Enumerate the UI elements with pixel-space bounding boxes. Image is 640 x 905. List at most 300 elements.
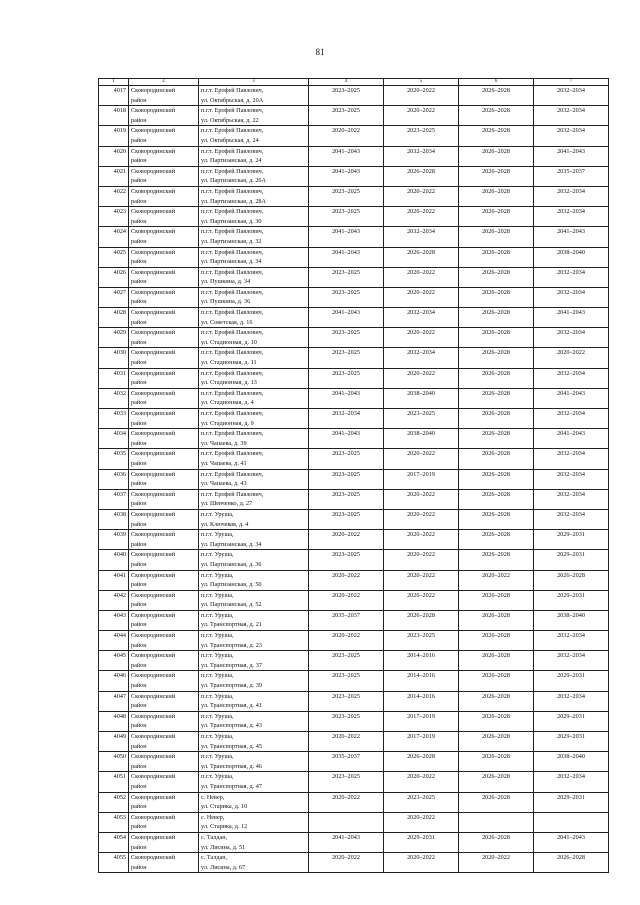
period-col4-cell: 2023–2025: [309, 469, 384, 489]
period-col4-cell: 2023–2025: [309, 186, 384, 206]
address-cell: с. Талдан, ул. Лисина, д. 51: [199, 832, 309, 852]
district-cell: Сковородинский район: [129, 711, 199, 731]
address-cell: п.г.т. Уруша, ул. Транспортная, д. 23: [199, 631, 309, 651]
period-col4-cell: 2023–2025: [309, 368, 384, 388]
row-number-cell: 4042: [99, 590, 129, 610]
address-cell: п.г.т. Уруша, ул. Транспортная, д. 37: [199, 651, 309, 671]
column-header: 5: [384, 79, 459, 86]
table-row: [99, 631, 609, 651]
table-row: [99, 732, 609, 752]
period-col4-cell: [309, 812, 384, 832]
period-col6-cell: 2026–2028: [459, 86, 534, 106]
table-row: [99, 651, 609, 671]
period-col5-cell: 2032–2034: [384, 146, 459, 166]
table-row: [99, 610, 609, 630]
row-number-cell: 4037: [99, 489, 129, 509]
row-number-cell: 4027: [99, 287, 129, 307]
row-number-cell: 4032: [99, 388, 129, 408]
period-col4-cell: 2041–2043: [309, 247, 384, 267]
address-cell: п.г.т. Ерофей Павлович, ул. Партизанская, д. 30: [199, 207, 309, 227]
period-col6-cell: 2026–2028: [459, 651, 534, 671]
row-number-cell: 4030: [99, 348, 129, 368]
period-col6-cell: 2026–2028: [459, 368, 534, 388]
address-cell: п.г.т. Ерофей Павлович, ул. Стадионная, д. 9: [199, 409, 309, 429]
district-cell: Сковородинский район: [129, 429, 199, 449]
period-col6-cell: 2026–2028: [459, 711, 534, 731]
period-col5-cell: 2020–2022: [384, 590, 459, 610]
period-col7-cell: 2032–2034: [534, 772, 609, 792]
district-cell: Сковородинский район: [129, 610, 199, 630]
period-col5-cell: 2023–2025: [384, 409, 459, 429]
period-col5-cell: 2020–2022: [384, 530, 459, 550]
period-col7-cell: 2035–2037: [534, 166, 609, 186]
address-cell: п.г.т. Ерофей Павлович, ул. Октябрьская, д. 24: [199, 126, 309, 146]
period-col5-cell: 2020–2022: [384, 328, 459, 348]
period-col4-cell: 2020–2022: [309, 126, 384, 146]
period-col5-cell: 2038–2040: [384, 429, 459, 449]
period-col7-cell: 2029–2031: [534, 792, 609, 812]
period-col7-cell: 2026–2028: [534, 853, 609, 873]
table-row: [99, 308, 609, 328]
table-row: [99, 207, 609, 227]
address-cell: п.г.т. Уруша, ул. Ключевая, д. 4: [199, 509, 309, 529]
table-row: [99, 550, 609, 570]
table-row: [99, 126, 609, 146]
address-cell: п.г.т. Уруша, ул. Транспортная, д. 43: [199, 711, 309, 731]
period-col7-cell: 2032–2034: [534, 186, 609, 206]
period-col5-cell: 2038–2040: [384, 388, 459, 408]
district-cell: Сковородинский район: [129, 247, 199, 267]
address-cell: п.г.т. Уруша, ул. Транспортная, д. 21: [199, 610, 309, 630]
period-col7-cell: 2032–2034: [534, 86, 609, 106]
period-col5-cell: 2026–2028: [384, 166, 459, 186]
district-cell: Сковородинский район: [129, 368, 199, 388]
table-row: [99, 86, 609, 106]
row-number-cell: 4045: [99, 651, 129, 671]
period-col6-cell: 2026–2028: [459, 166, 534, 186]
row-number-cell: 4049: [99, 732, 129, 752]
period-col6-cell: 2026–2028: [459, 772, 534, 792]
district-cell: Сковородинский район: [129, 530, 199, 550]
period-col7-cell: 2032–2034: [534, 267, 609, 287]
row-number-cell: 4018: [99, 106, 129, 126]
row-number-cell: 4034: [99, 429, 129, 449]
address-cell: с. Невер, ул. Старика, д. 10: [199, 792, 309, 812]
period-col4-cell: 2023–2025: [309, 711, 384, 731]
row-number-cell: 4048: [99, 711, 129, 731]
district-cell: Сковородинский район: [129, 287, 199, 307]
period-col5-cell: 2026–2028: [384, 610, 459, 630]
period-col4-cell: 2020–2022: [309, 570, 384, 590]
period-col4-cell: 2023–2025: [309, 287, 384, 307]
period-col5-cell: 2020–2022: [384, 186, 459, 206]
address-cell: п.г.т. Уруша, ул. Транспортная, д. 45: [199, 732, 309, 752]
district-cell: Сковородинский район: [129, 570, 199, 590]
district-cell: Сковородинский район: [129, 388, 199, 408]
row-number-cell: 4051: [99, 772, 129, 792]
row-number-cell: 4019: [99, 126, 129, 146]
table-row: [99, 853, 609, 873]
period-col4-cell: 2023–2025: [309, 489, 384, 509]
district-cell: Сковородинский район: [129, 832, 199, 852]
address-cell: п.г.т. Ерофей Павлович, ул. Стадионная, д. 4: [199, 388, 309, 408]
address-cell: п.г.т. Ерофей Павлович, ул. Советская, д. 16: [199, 308, 309, 328]
district-cell: Сковородинский район: [129, 792, 199, 812]
period-col7-cell: 2029–2031: [534, 671, 609, 691]
table-row: [99, 509, 609, 529]
period-col7-cell: 2038–2040: [534, 610, 609, 630]
district-cell: Сковородинский район: [129, 126, 199, 146]
district-cell: Сковородинский район: [129, 469, 199, 489]
period-col4-cell: 2023–2025: [309, 550, 384, 570]
row-number-cell: 4052: [99, 792, 129, 812]
period-col6-cell: 2026–2028: [459, 550, 534, 570]
period-col7-cell: 2041–2043: [534, 308, 609, 328]
period-col6-cell: 2026–2028: [459, 489, 534, 509]
address-cell: п.г.т. Ерофей Павлович, ул. Чапаева, д. 39: [199, 429, 309, 449]
period-col5-cell: 2014–2016: [384, 651, 459, 671]
period-col5-cell: 2032–2034: [384, 227, 459, 247]
address-cell: с. Талдан, ул. Лисина, д. 67: [199, 853, 309, 873]
district-cell: Сковородинский район: [129, 853, 199, 873]
table-row: [99, 489, 609, 509]
table-row: [99, 368, 609, 388]
address-cell: п.г.т. Ерофей Павлович, ул. Чапаева, д. 43: [199, 469, 309, 489]
row-number-cell: 4053: [99, 812, 129, 832]
district-cell: Сковородинский район: [129, 186, 199, 206]
address-cell: п.г.т. Ерофей Павлович, ул. Партизанская, д. 28А: [199, 186, 309, 206]
table-row: [99, 832, 609, 852]
period-col5-cell: 2020–2022: [384, 368, 459, 388]
period-col7-cell: 2032–2034: [534, 449, 609, 469]
table-row: [99, 267, 609, 287]
period-col6-cell: 2026–2028: [459, 530, 534, 550]
period-col6-cell: 2026–2028: [459, 631, 534, 651]
column-header: 7: [534, 79, 609, 86]
period-col7-cell: 2032–2034: [534, 106, 609, 126]
row-number-cell: 4036: [99, 469, 129, 489]
table-row: [99, 590, 609, 610]
period-col4-cell: 2023–2025: [309, 651, 384, 671]
period-col4-cell: 2041–2043: [309, 388, 384, 408]
period-col7-cell: 2029–2031: [534, 590, 609, 610]
address-cell: п.г.т. Ерофей Павлович, ул. Октябрьская, д. 20А: [199, 86, 309, 106]
period-col5-cell: 2020–2022: [384, 489, 459, 509]
period-col6-cell: 2026–2028: [459, 287, 534, 307]
table-header-row: [99, 79, 609, 86]
period-col7-cell: 2032–2034: [534, 126, 609, 146]
row-number-cell: 4023: [99, 207, 129, 227]
district-cell: Сковородинский район: [129, 590, 199, 610]
period-col5-cell: 2026–2028: [384, 247, 459, 267]
period-col6-cell: 2026–2028: [459, 691, 534, 711]
address-cell: п.г.т. Уруша, ул. Партизанская, д. 50: [199, 570, 309, 590]
period-col5-cell: 2020–2022: [384, 570, 459, 590]
row-number-cell: 4031: [99, 368, 129, 388]
period-col7-cell: 2032–2034: [534, 287, 609, 307]
period-col4-cell: 2023–2025: [309, 207, 384, 227]
table-row: [99, 530, 609, 550]
row-number-cell: 4017: [99, 86, 129, 106]
column-header: 3: [199, 79, 309, 86]
row-number-cell: 4022: [99, 186, 129, 206]
period-col6-cell: 2026–2028: [459, 732, 534, 752]
period-col6-cell: 2026–2028: [459, 469, 534, 489]
district-cell: Сковородинский район: [129, 651, 199, 671]
period-col5-cell: 2023–2025: [384, 126, 459, 146]
table-row: [99, 812, 609, 832]
data-table: [98, 78, 609, 873]
address-cell: п.г.т. Уруша, ул. Транспортная, д. 39: [199, 671, 309, 691]
period-col5-cell: 2026–2028: [384, 752, 459, 772]
period-col5-cell: 2020–2022: [384, 267, 459, 287]
period-col7-cell: 2032–2034: [534, 651, 609, 671]
row-number-cell: 4025: [99, 247, 129, 267]
period-col6-cell: 2026–2028: [459, 409, 534, 429]
period-col6-cell: 2026–2028: [459, 429, 534, 449]
district-cell: Сковородинский район: [129, 631, 199, 651]
table-row: [99, 388, 609, 408]
period-col6-cell: 2026–2028: [459, 832, 534, 852]
period-col6-cell: 2026–2028: [459, 671, 534, 691]
table-row: [99, 409, 609, 429]
period-col5-cell: 2020–2022: [384, 853, 459, 873]
table-row: [99, 287, 609, 307]
address-cell: с. Невер, ул. Старика, д. 12: [199, 812, 309, 832]
period-col4-cell: 2041–2043: [309, 166, 384, 186]
period-col6-cell: 2026–2028: [459, 752, 534, 772]
table-row: [99, 247, 609, 267]
period-col4-cell: 2032–2034: [309, 409, 384, 429]
period-col7-cell: 2026–2028: [534, 570, 609, 590]
district-cell: Сковородинский район: [129, 489, 199, 509]
table-row: [99, 429, 609, 449]
district-cell: Сковородинский район: [129, 671, 199, 691]
period-col7-cell: 2041–2043: [534, 146, 609, 166]
address-cell: п.г.т. Ерофей Павлович, ул. Стадионная, д. 13: [199, 368, 309, 388]
period-col7-cell: 2032–2034: [534, 691, 609, 711]
period-col4-cell: 2020–2022: [309, 792, 384, 812]
address-cell: п.г.т. Уруша, ул. Транспортная, д. 47: [199, 772, 309, 792]
district-cell: Сковородинский район: [129, 772, 199, 792]
period-col5-cell: 2017–2019: [384, 469, 459, 489]
table-row: [99, 469, 609, 489]
period-col7-cell: 2032–2034: [534, 509, 609, 529]
address-cell: п.г.т. Ерофей Павлович, ул. Октябрьская, д. 22: [199, 106, 309, 126]
row-number-cell: 4028: [99, 308, 129, 328]
district-cell: Сковородинский район: [129, 409, 199, 429]
period-col5-cell: 2032–2034: [384, 308, 459, 328]
district-cell: Сковородинский район: [129, 449, 199, 469]
row-number-cell: 4026: [99, 267, 129, 287]
period-col4-cell: 2023–2025: [309, 449, 384, 469]
period-col4-cell: 2041–2043: [309, 227, 384, 247]
address-cell: п.г.т. Ерофей Павлович, ул. Чапаева, д. 41: [199, 449, 309, 469]
address-cell: п.г.т. Ерофей Павлович, ул. Партизанская, д. 26А: [199, 166, 309, 186]
period-col6-cell: 2026–2028: [459, 610, 534, 630]
period-col4-cell: 2041–2043: [309, 146, 384, 166]
district-cell: Сковородинский район: [129, 166, 199, 186]
address-cell: п.г.т. Уруша, ул. Транспортная, д. 41: [199, 691, 309, 711]
period-col6-cell: 2026–2028: [459, 126, 534, 146]
period-col6-cell: 2026–2028: [459, 590, 534, 610]
address-cell: п.г.т. Ерофей Павлович, ул. Партизанская, д. 24: [199, 146, 309, 166]
period-col5-cell: 2020–2022: [384, 772, 459, 792]
district-cell: Сковородинский район: [129, 691, 199, 711]
period-col4-cell: 2023–2025: [309, 267, 384, 287]
row-number-cell: 4046: [99, 671, 129, 691]
column-header: 1: [99, 79, 129, 86]
period-col6-cell: 2026–2028: [459, 348, 534, 368]
period-col6-cell: 2020–2022: [459, 853, 534, 873]
address-cell: п.г.т. Уруша, ул. Партизанская, д. 34: [199, 530, 309, 550]
table-row: [99, 711, 609, 731]
district-cell: Сковородинский район: [129, 812, 199, 832]
period-col5-cell: 2029–2031: [384, 832, 459, 852]
period-col7-cell: 2032–2034: [534, 368, 609, 388]
period-col4-cell: 2020–2022: [309, 631, 384, 651]
page-number: 81: [315, 47, 325, 57]
row-number-cell: 4044: [99, 631, 129, 651]
period-col5-cell: 2020–2022: [384, 509, 459, 529]
district-cell: Сковородинский район: [129, 732, 199, 752]
district-cell: Сковородинский район: [129, 106, 199, 126]
table-row: [99, 186, 609, 206]
period-col4-cell: 2023–2025: [309, 106, 384, 126]
column-header: 4: [309, 79, 384, 86]
period-col4-cell: 2020–2022: [309, 590, 384, 610]
period-col4-cell: 2035–2037: [309, 610, 384, 630]
period-col5-cell: 2032–2034: [384, 348, 459, 368]
address-cell: п.г.т. Уруша, ул. Партизанская, д. 36: [199, 550, 309, 570]
table-row: [99, 671, 609, 691]
column-header: 2: [129, 79, 199, 86]
period-col7-cell: 2029–2031: [534, 732, 609, 752]
address-cell: п.г.т. Ерофей Павлович, ул. Пушкина, д. 34: [199, 267, 309, 287]
period-col7-cell: 2032–2034: [534, 489, 609, 509]
address-cell: п.г.т. Ерофей Павлович, ул. Шевченко, д. 27: [199, 489, 309, 509]
table-row: [99, 570, 609, 590]
period-col6-cell: 2026–2028: [459, 328, 534, 348]
row-number-cell: 4038: [99, 509, 129, 529]
period-col7-cell: 2032–2034: [534, 207, 609, 227]
period-col7-cell: 2041–2043: [534, 832, 609, 852]
table-row: [99, 328, 609, 348]
period-col7-cell: 2038–2040: [534, 752, 609, 772]
period-col7-cell: 2029–2031: [534, 550, 609, 570]
period-col7-cell: 2029–2031: [534, 711, 609, 731]
row-number-cell: 4039: [99, 530, 129, 550]
table-row: [99, 146, 609, 166]
period-col4-cell: 2023–2025: [309, 509, 384, 529]
period-col6-cell: 2026–2028: [459, 509, 534, 529]
table-row: [99, 166, 609, 186]
period-col4-cell: 2023–2025: [309, 671, 384, 691]
district-cell: Сковородинский район: [129, 752, 199, 772]
row-number-cell: 4024: [99, 227, 129, 247]
period-col5-cell: 2023–2025: [384, 631, 459, 651]
address-cell: п.г.т. Ерофей Павлович, ул. Партизанская, д. 34: [199, 247, 309, 267]
district-cell: Сковородинский район: [129, 227, 199, 247]
period-col7-cell: 2041–2043: [534, 388, 609, 408]
district-cell: Сковородинский район: [129, 146, 199, 166]
period-col6-cell: 2026–2028: [459, 186, 534, 206]
period-col5-cell: 2020–2022: [384, 86, 459, 106]
period-col5-cell: 2017–2019: [384, 711, 459, 731]
district-cell: Сковородинский район: [129, 328, 199, 348]
period-col5-cell: 2020–2022: [384, 287, 459, 307]
period-col6-cell: 2026–2028: [459, 792, 534, 812]
period-col6-cell: 2026–2028: [459, 146, 534, 166]
period-col5-cell: 2020–2022: [384, 207, 459, 227]
period-col6-cell: 2026–2028: [459, 106, 534, 126]
address-cell: п.г.т. Ерофей Павлович, ул. Стадионная, д. 11: [199, 348, 309, 368]
table-row: [99, 106, 609, 126]
period-col5-cell: 2023–2025: [384, 792, 459, 812]
row-number-cell: 4040: [99, 550, 129, 570]
column-header: 6: [459, 79, 534, 86]
period-col7-cell: [534, 812, 609, 832]
period-col4-cell: 2023–2025: [309, 348, 384, 368]
period-col6-cell: 2026–2028: [459, 449, 534, 469]
period-col7-cell: 2029–2031: [534, 530, 609, 550]
period-col4-cell: 2035–2037: [309, 752, 384, 772]
period-col5-cell: 2017–2019: [384, 732, 459, 752]
period-col7-cell: 2041–2043: [534, 429, 609, 449]
period-col6-cell: 2026–2028: [459, 227, 534, 247]
period-col6-cell: 2026–2028: [459, 388, 534, 408]
row-number-cell: 4029: [99, 328, 129, 348]
table-row: [99, 227, 609, 247]
period-col7-cell: 2032–2034: [534, 631, 609, 651]
row-number-cell: 4020: [99, 146, 129, 166]
row-number-cell: 4055: [99, 853, 129, 873]
period-col6-cell: 2026–2028: [459, 308, 534, 328]
address-cell: п.г.т. Ерофей Павлович, ул. Пушкина, д. 36: [199, 287, 309, 307]
row-number-cell: 4041: [99, 570, 129, 590]
period-col4-cell: 2041–2043: [309, 429, 384, 449]
period-col4-cell: 2041–2043: [309, 832, 384, 852]
district-cell: Сковородинский район: [129, 267, 199, 287]
district-cell: Сковородинский район: [129, 348, 199, 368]
row-number-cell: 4033: [99, 409, 129, 429]
row-number-cell: 4050: [99, 752, 129, 772]
table-row: [99, 691, 609, 711]
period-col4-cell: 2020–2022: [309, 530, 384, 550]
period-col4-cell: 2023–2025: [309, 86, 384, 106]
row-number-cell: 4021: [99, 166, 129, 186]
district-cell: Сковородинский район: [129, 207, 199, 227]
district-cell: Сковородинский район: [129, 308, 199, 328]
period-col7-cell: 2020–2022: [534, 348, 609, 368]
period-col5-cell: 2014–2016: [384, 671, 459, 691]
period-col6-cell: 2020–2022: [459, 570, 534, 590]
period-col4-cell: 2041–2043: [309, 308, 384, 328]
table-row: [99, 772, 609, 792]
period-col5-cell: 2020–2022: [384, 812, 459, 832]
period-col4-cell: 2023–2025: [309, 772, 384, 792]
row-number-cell: 4043: [99, 610, 129, 630]
table-row: [99, 792, 609, 812]
address-cell: п.г.т. Уруша, ул. Транспортная, д. 46: [199, 752, 309, 772]
table-row: [99, 752, 609, 772]
period-col6-cell: 2026–2028: [459, 247, 534, 267]
period-col7-cell: 2032–2034: [534, 469, 609, 489]
address-cell: п.г.т. Ерофей Павлович, ул. Стадионная, д. 10: [199, 328, 309, 348]
period-col7-cell: 2038–2040: [534, 247, 609, 267]
row-number-cell: 4035: [99, 449, 129, 469]
period-col4-cell: 2020–2022: [309, 853, 384, 873]
